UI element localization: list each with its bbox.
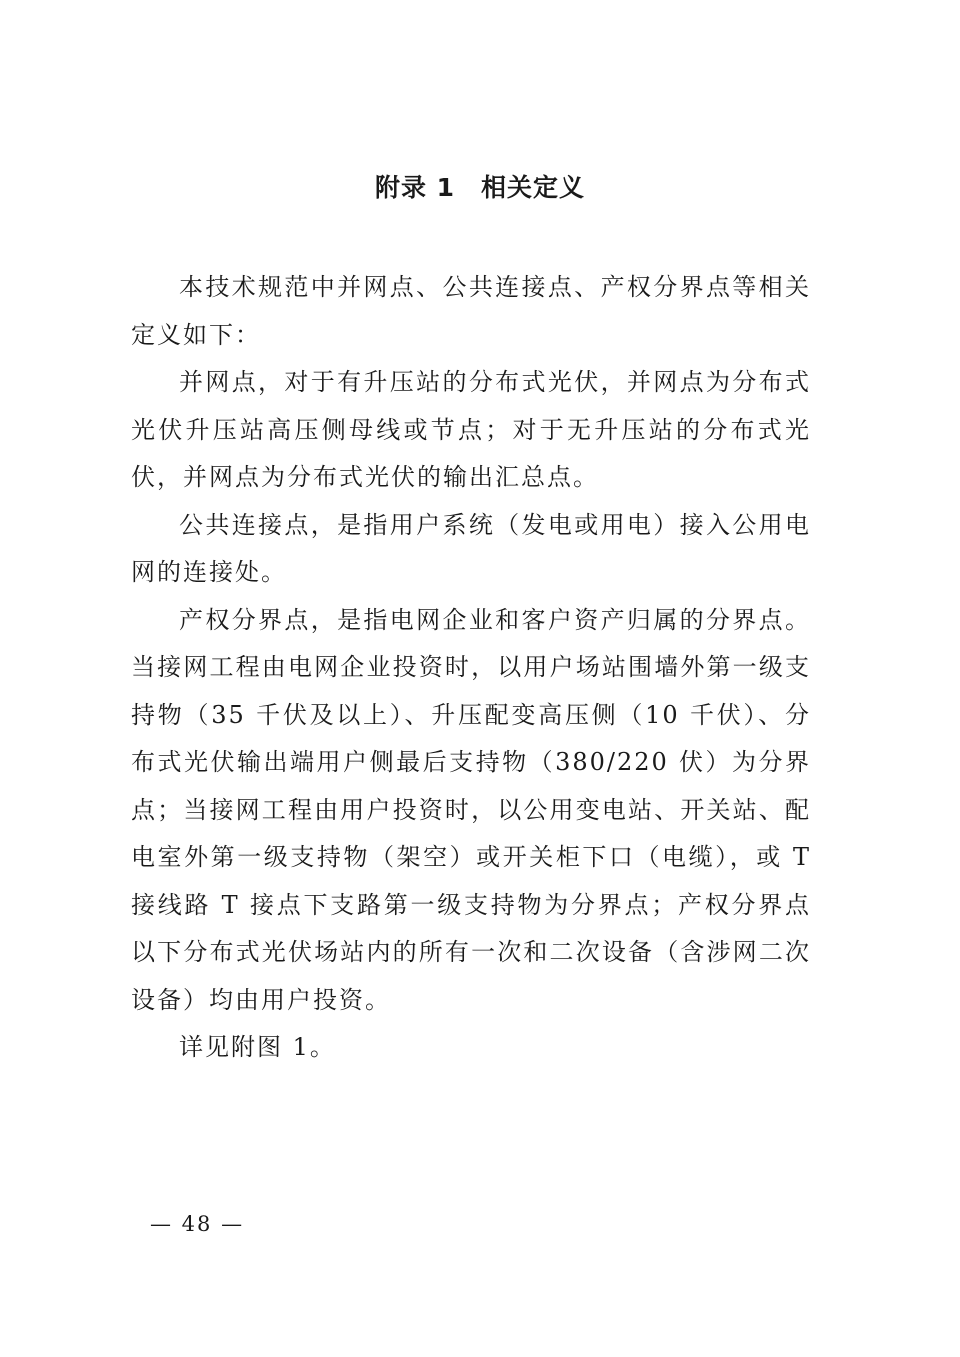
page-number: — 48 — xyxy=(150,1212,245,1236)
paragraph-property-boundary-point: 产权分界点，是指电网企业和客户资产归属的分界点。当接网工程由电网企业投资时，以用户场站围墙外第一级支持物（35 千伏及以上）、升压配变高压侧（10 千伏）、分布式光伏输出端用户侧最后支持物（380/220 伏）为分界点；当接网工程由用户投资时，以公用变电站、开关站、配电室外第一级支持物（架空）或开关柜下口（电缆），或 T 接线路 T 接点下支路第一级支持物为分界点；产权分界点以下分布式光伏场站内的所有一次和二次设备（含涉网二次设备）均由用户投资。 xyxy=(131,605,811,1014)
document-body xyxy=(131,264,811,1072)
paragraph-see-figure: 详见附图 1。 xyxy=(179,1033,336,1061)
paragraph-grid-connection-point: 并网点，对于有升压站的分布式光伏，并网点为分布式光伏升压站高压侧母线或节点；对于无升压站的分布式光伏，并网点为分布式光伏的输出汇总点。 xyxy=(131,368,811,491)
paragraph-common-coupling-point: 公共连接点，是指用户系统（发电或用电）接入公用电网的连接处。 xyxy=(131,510,811,586)
appendix-title: 附录 1 相关定义 xyxy=(374,173,586,202)
paragraph-intro: 本技术规范中并网点、公共连接点、产权分界点等相关定义如下： xyxy=(131,273,811,349)
